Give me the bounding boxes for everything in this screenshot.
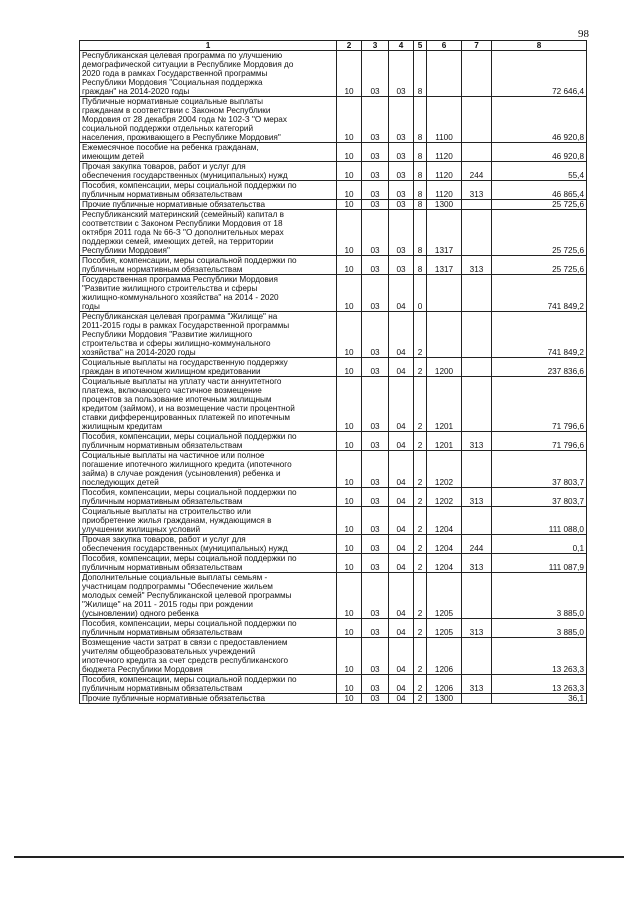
row-description: Социальные выплаты на уплату части аннуитетного платежа, включающего частичное возмещение процентов за пользование ипотечным жилищным кредитом (займом), и на возмещение части процентной ставки дифференцированных платежей по ипотечным жилищным кредитам xyxy=(80,377,337,432)
code-subprogram: 2 xyxy=(414,675,427,694)
code-expense-type: 313 xyxy=(462,619,492,638)
row-amount: 3 885,0 xyxy=(492,573,587,619)
code-subsection: 03 xyxy=(362,256,389,275)
code-section: 10 xyxy=(337,377,362,432)
code-section: 10 xyxy=(337,181,362,200)
code-subprogram: 8 xyxy=(414,162,427,181)
code-expense-type: 313 xyxy=(462,432,492,451)
table-row xyxy=(80,143,587,162)
code-section: 10 xyxy=(337,97,362,143)
header-cell: 1 xyxy=(80,41,337,51)
code-expense-type xyxy=(462,358,492,377)
code-program: 04 xyxy=(389,451,414,488)
code-subprogram: 8 xyxy=(414,256,427,275)
row-description: Дополнительные социальные выплаты семьям - участницам подпрограммы "Обеспечение жильем молодых семей" Республиканской целевой программы "Жилище" на 2011 - 2015 годы при рождении (усыновлении) одного ребенка xyxy=(80,573,337,619)
table-row xyxy=(80,97,587,143)
code-expense-type: 313 xyxy=(462,675,492,694)
code-target-item: 1204 xyxy=(427,535,462,554)
row-description: Республиканская целевая программа по улучшению демографической ситуации в Республике Мордовия до 2020 года в рамках Государственной программы Республики Мордовия "Социальная поддержка граждан" на 2014-2020 годы xyxy=(80,51,337,97)
code-section: 10 xyxy=(337,312,362,358)
code-section: 10 xyxy=(337,638,362,675)
code-expense-type: 313 xyxy=(462,181,492,200)
row-amount: 25 725,6 xyxy=(492,210,587,256)
code-program: 04 xyxy=(389,488,414,507)
row-description: Пособия, компенсации, меры социальной поддержки по публичным нормативным обязательствам xyxy=(80,619,337,638)
code-program: 03 xyxy=(389,200,414,210)
row-amount: 46 920,8 xyxy=(492,97,587,143)
table-row xyxy=(80,507,587,535)
code-program: 03 xyxy=(389,210,414,256)
code-target-item: 1202 xyxy=(427,451,462,488)
table-row xyxy=(80,210,587,256)
code-section: 10 xyxy=(337,143,362,162)
code-expense-type: 244 xyxy=(462,162,492,181)
code-expense-type xyxy=(462,51,492,97)
row-amount: 71 796,6 xyxy=(492,432,587,451)
code-target-item: 1206 xyxy=(427,675,462,694)
code-program: 03 xyxy=(389,181,414,200)
code-subsection: 03 xyxy=(362,675,389,694)
row-description: Публичные нормативные социальные выплаты гражданам в соответствии с Законом Республики Мордовия от 28 декабря 2004 года № 102-З "О мерах социальной поддержки отдельных категорий населения, проживающего в Республике Мордовия" xyxy=(80,97,337,143)
code-program: 04 xyxy=(389,535,414,554)
budget-table-body xyxy=(80,51,587,704)
code-program: 04 xyxy=(389,638,414,675)
code-target-item: 1300 xyxy=(427,200,462,210)
row-amount: 741 849,2 xyxy=(492,275,587,312)
code-target-item: 1120 xyxy=(427,143,462,162)
code-target-item xyxy=(427,312,462,358)
code-expense-type xyxy=(462,97,492,143)
row-amount: 55,4 xyxy=(492,162,587,181)
row-description: Социальные выплаты на частичное или полное погашение ипотечного жилищного кредита (ипотечного займа) в случае рождения (усыновления) ребенка и последующих детей xyxy=(80,451,337,488)
code-expense-type xyxy=(462,377,492,432)
row-description: Государственная программа Республики Мордовия "Развитие жилищного строительства и сферы жилищно-коммунального хозяйства" на 2014 - 2020 годы xyxy=(80,275,337,312)
code-subsection: 03 xyxy=(362,210,389,256)
code-expense-type: 313 xyxy=(462,488,492,507)
code-section: 10 xyxy=(337,432,362,451)
code-target-item: 1200 xyxy=(427,358,462,377)
code-subsection: 03 xyxy=(362,97,389,143)
code-section: 10 xyxy=(337,573,362,619)
header-cell: 3 xyxy=(362,41,389,51)
row-description: Пособия, компенсации, меры социальной поддержки по публичным нормативным обязательствам xyxy=(80,256,337,275)
code-subprogram: 8 xyxy=(414,97,427,143)
code-program: 04 xyxy=(389,554,414,573)
code-subsection: 03 xyxy=(362,312,389,358)
code-target-item: 1202 xyxy=(427,488,462,507)
code-target-item: 1206 xyxy=(427,638,462,675)
code-subsection: 03 xyxy=(362,200,389,210)
code-section: 10 xyxy=(337,507,362,535)
code-subsection: 03 xyxy=(362,554,389,573)
row-amount: 3 885,0 xyxy=(492,619,587,638)
code-target-item: 1317 xyxy=(427,256,462,275)
header-cell: 8 xyxy=(492,41,587,51)
code-target-item: 1100 xyxy=(427,97,462,143)
code-target-item xyxy=(427,51,462,97)
code-program: 04 xyxy=(389,312,414,358)
code-subprogram: 2 xyxy=(414,451,427,488)
code-subsection: 03 xyxy=(362,51,389,97)
code-program: 04 xyxy=(389,573,414,619)
code-subprogram: 8 xyxy=(414,210,427,256)
row-amount: 13 263,3 xyxy=(492,675,587,694)
table-row xyxy=(80,619,587,638)
header-cell: 5 xyxy=(414,41,427,51)
row-description: Пособия, компенсации, меры социальной поддержки по публичным нормативным обязательствам xyxy=(80,554,337,573)
code-subsection: 03 xyxy=(362,488,389,507)
code-subprogram: 2 xyxy=(414,694,427,704)
row-description: Пособия, компенсации, меры социальной поддержки по публичным нормативным обязательствам xyxy=(80,181,337,200)
row-amount: 13 263,3 xyxy=(492,638,587,675)
table-row xyxy=(80,181,587,200)
table-row xyxy=(80,488,587,507)
row-amount: 37 803,7 xyxy=(492,451,587,488)
code-program: 04 xyxy=(389,507,414,535)
code-program: 03 xyxy=(389,256,414,275)
table-row xyxy=(80,200,587,210)
code-subprogram: 2 xyxy=(414,312,427,358)
table-row xyxy=(80,535,587,554)
row-amount: 37 803,7 xyxy=(492,488,587,507)
row-description: Пособия, компенсации, меры социальной поддержки по публичным нормативным обязательствам xyxy=(80,488,337,507)
header-cell: 6 xyxy=(427,41,462,51)
header-cell: 7 xyxy=(462,41,492,51)
code-section: 10 xyxy=(337,358,362,377)
code-subprogram: 2 xyxy=(414,535,427,554)
code-target-item xyxy=(427,275,462,312)
code-program: 04 xyxy=(389,358,414,377)
code-program: 03 xyxy=(389,97,414,143)
code-subprogram: 8 xyxy=(414,200,427,210)
table-row xyxy=(80,432,587,451)
code-subprogram: 8 xyxy=(414,51,427,97)
code-section: 10 xyxy=(337,256,362,275)
code-subsection: 03 xyxy=(362,507,389,535)
code-section: 10 xyxy=(337,694,362,704)
code-section: 10 xyxy=(337,675,362,694)
code-subsection: 03 xyxy=(362,432,389,451)
code-subprogram: 2 xyxy=(414,507,427,535)
header-cell: 4 xyxy=(389,41,414,51)
row-description: Республиканский материнский (семейный) капитал в соответствии с Законом Республики Мордовия от 18 октября 2011 года № 66-З "О дополнительных мерах поддержки семей, имеющих детей, на территории Республики Мордовия" xyxy=(80,210,337,256)
row-amount: 36,1 xyxy=(492,694,587,704)
page-number: 98 xyxy=(578,28,589,40)
table-row xyxy=(80,675,587,694)
code-expense-type: 313 xyxy=(462,256,492,275)
table-row xyxy=(80,694,587,704)
code-subsection: 03 xyxy=(362,143,389,162)
table-row xyxy=(80,638,587,675)
code-subprogram: 0 xyxy=(414,275,427,312)
table-row xyxy=(80,51,587,97)
code-section: 10 xyxy=(337,51,362,97)
row-description: Пособия, компенсации, меры социальной поддержки по публичным нормативным обязательствам xyxy=(80,432,337,451)
code-section: 10 xyxy=(337,488,362,507)
row-amount: 71 796,6 xyxy=(492,377,587,432)
row-description: Республиканская целевая программа "Жилище" на 2011-2015 годы в рамках Государственной программы Республики Мордовия "Развитие жилищного строительства и сферы жилищно-коммунального хозяйства" на 2014-2020 годы xyxy=(80,312,337,358)
code-section: 10 xyxy=(337,619,362,638)
row-description: Прочая закупка товаров, работ и услуг для обеспечения государственных (муниципальных) нужд xyxy=(80,535,337,554)
row-description: Ежемесячное пособие на ребенка гражданам, имеющим детей xyxy=(80,143,337,162)
code-subprogram: 8 xyxy=(414,181,427,200)
row-description: Пособия, компенсации, меры социальной поддержки по публичным нормативным обязательствам xyxy=(80,675,337,694)
code-program: 03 xyxy=(389,51,414,97)
code-subsection: 03 xyxy=(362,162,389,181)
code-target-item: 1201 xyxy=(427,377,462,432)
row-amount: 237 836,6 xyxy=(492,358,587,377)
row-amount: 46 865,4 xyxy=(492,181,587,200)
row-amount: 46 920,8 xyxy=(492,143,587,162)
row-description: Прочая закупка товаров, работ и услуг для обеспечения государственных (муниципальных) нужд xyxy=(80,162,337,181)
code-target-item: 1317 xyxy=(427,210,462,256)
code-subprogram: 2 xyxy=(414,432,427,451)
code-program: 04 xyxy=(389,619,414,638)
code-section: 10 xyxy=(337,275,362,312)
code-subprogram: 2 xyxy=(414,554,427,573)
code-expense-type xyxy=(462,507,492,535)
code-expense-type: 313 xyxy=(462,554,492,573)
row-description: Прочие публичные нормативные обязательства xyxy=(80,694,337,704)
bottom-divider xyxy=(14,856,624,858)
code-program: 04 xyxy=(389,377,414,432)
code-subsection: 03 xyxy=(362,619,389,638)
code-target-item: 1201 xyxy=(427,432,462,451)
code-program: 04 xyxy=(389,432,414,451)
table-row xyxy=(80,162,587,181)
table-row xyxy=(80,312,587,358)
code-expense-type: 244 xyxy=(462,535,492,554)
code-target-item: 1120 xyxy=(427,162,462,181)
code-program: 03 xyxy=(389,143,414,162)
code-subprogram: 2 xyxy=(414,377,427,432)
code-subprogram: 2 xyxy=(414,573,427,619)
table-row xyxy=(80,358,587,377)
row-description: Социальные выплаты на государственную поддержку граждан в ипотечном жилищном кредитовании xyxy=(80,358,337,377)
code-expense-type xyxy=(462,200,492,210)
row-amount: 25 725,6 xyxy=(492,200,587,210)
code-expense-type xyxy=(462,312,492,358)
row-amount: 111 087,9 xyxy=(492,554,587,573)
code-target-item: 1205 xyxy=(427,619,462,638)
code-expense-type xyxy=(462,638,492,675)
code-target-item: 1120 xyxy=(427,181,462,200)
code-subsection: 03 xyxy=(362,451,389,488)
code-expense-type xyxy=(462,275,492,312)
code-program: 03 xyxy=(389,162,414,181)
table-row xyxy=(80,275,587,312)
code-subprogram: 8 xyxy=(414,143,427,162)
code-expense-type xyxy=(462,573,492,619)
code-expense-type xyxy=(462,143,492,162)
code-subsection: 03 xyxy=(362,377,389,432)
row-amount: 0,1 xyxy=(492,535,587,554)
table-row xyxy=(80,451,587,488)
table-row xyxy=(80,554,587,573)
code-program: 04 xyxy=(389,675,414,694)
code-section: 10 xyxy=(337,535,362,554)
code-program: 04 xyxy=(389,694,414,704)
code-expense-type xyxy=(462,451,492,488)
code-section: 10 xyxy=(337,554,362,573)
row-amount: 72 646,4 xyxy=(492,51,587,97)
code-section: 10 xyxy=(337,162,362,181)
code-subsection: 03 xyxy=(362,694,389,704)
code-subsection: 03 xyxy=(362,275,389,312)
code-subsection: 03 xyxy=(362,535,389,554)
code-section: 10 xyxy=(337,451,362,488)
code-target-item: 1204 xyxy=(427,554,462,573)
row-description: Возмещение части затрат в связи с предоставлением учителям общеобразовательных учреждений ипотечного кредита за счет средств республиканского бюджета Республики Мордовия xyxy=(80,638,337,675)
budget-table xyxy=(79,40,587,704)
table-row xyxy=(80,256,587,275)
row-amount: 25 725,6 xyxy=(492,256,587,275)
code-target-item: 1204 xyxy=(427,507,462,535)
code-expense-type xyxy=(462,694,492,704)
row-description: Прочие публичные нормативные обязательства xyxy=(80,200,337,210)
table-row xyxy=(80,377,587,432)
code-expense-type xyxy=(462,210,492,256)
code-subprogram: 2 xyxy=(414,638,427,675)
code-section: 10 xyxy=(337,200,362,210)
header-cell: 2 xyxy=(337,41,362,51)
code-subsection: 03 xyxy=(362,638,389,675)
header-row xyxy=(80,41,587,51)
code-subprogram: 2 xyxy=(414,619,427,638)
code-section: 10 xyxy=(337,210,362,256)
table-row xyxy=(80,573,587,619)
code-subsection: 03 xyxy=(362,181,389,200)
code-subsection: 03 xyxy=(362,573,389,619)
code-subprogram: 2 xyxy=(414,488,427,507)
row-description: Социальные выплаты на строительство или приобретение жилья гражданам, нуждающимся в улучшении жилищных условий xyxy=(80,507,337,535)
code-subsection: 03 xyxy=(362,358,389,377)
code-subprogram: 2 xyxy=(414,358,427,377)
code-target-item: 1205 xyxy=(427,573,462,619)
code-program: 04 xyxy=(389,275,414,312)
code-target-item: 1300 xyxy=(427,694,462,704)
row-amount: 741 849,2 xyxy=(492,312,587,358)
row-amount: 111 088,0 xyxy=(492,507,587,535)
